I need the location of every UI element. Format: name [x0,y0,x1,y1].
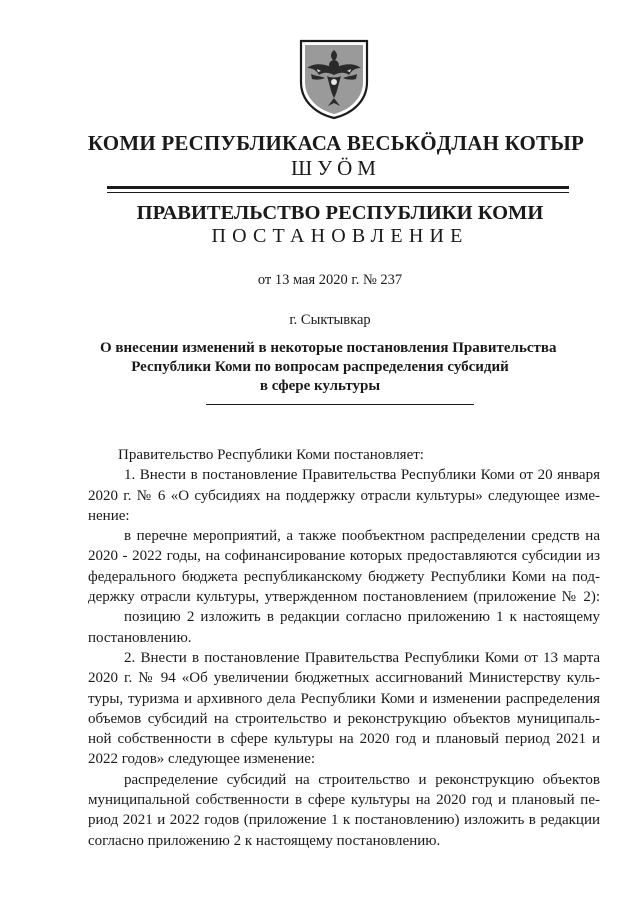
body-line: туры, туризма и архивного дела Республики Коми и изменении распределения [88,690,600,707]
resolution-subtitle: ПОСТАНОВЛЕНИЕ [211,225,469,247]
komi-coat-of-arms-emblem-icon [297,38,371,120]
body-line: 2022 годов» следующее изменение: [88,751,316,768]
body-line: в перечне мероприятий, а также пообъектном распределении средств на [124,528,600,545]
body-line: позицию 2 изложить в редакции согласно приложению 1 к настоящему [124,609,600,626]
body-line: распределение субсидий на строительство и реконструкцию объектов [124,771,600,788]
document-title-line: в сфере культуры [259,378,381,394]
document-title-line: О внесении изменений в некоторые постановления Правительства [100,340,557,356]
body-line: муниципальной собственности в сфере культуры на 2020 год и плановый пе- [88,792,600,809]
resolution-city: г. Сыктывкар [289,312,371,328]
body-line: 2020 г. № 94 «Об увеличении бюджетных ассигнований Министерству куль- [88,670,600,687]
body-line: 2020 г. № 6 «О субсидиях на поддержку отрасли культуры» следующее изме- [88,487,600,504]
body-line: федерального бюджета республиканскому бюджету Республики Коми на под- [88,568,600,585]
body-line: ной собственности в сфере культуры на 2020 год и плановый период 2021 и [88,731,600,748]
body-line: 2020 - 2022 годы, на софинансирование которых предоставляются субсидии из [88,548,600,565]
government-title: ПРАВИТЕЛЬСТВО РЕСПУБЛИКИ КОМИ [136,202,544,224]
komi-government-title: КОМИ РЕСПУБЛИКАСА ВЕСЬКÖДЛАН КОТЫР [87,131,585,155]
resolution-body [88,445,600,851]
body-line: риод 2021 и 2022 годов (приложение 1 к постановлению) изложить в редакции [88,812,600,829]
document-title-line: Республики Коми по вопросам распределения субсидий [131,359,509,375]
body-line: 2. Внести в постановление Правительства Республики Коми от 13 марта [124,649,600,666]
header-divider-thick [107,186,569,189]
body-line: постановлению. [88,629,192,646]
body-line: 1. Внести в постановление Правительства Республики Коми от 20 января [124,467,600,484]
komi-decision-subtitle: ШУÖМ [291,156,381,180]
document-title [100,339,557,396]
body-line: Правительство Республики Коми постановляет: [118,447,424,463]
body-line: согласно приложению 2 к настоящему постановлению. [88,832,441,849]
resolution-date: от 13 мая 2020 г. № 237 [257,272,403,288]
title-underline [206,404,474,405]
header-divider-thin [107,192,569,193]
body-line: нение: [88,507,130,524]
body-line: объемов субсидий на строительство и реконструкцию объектов муниципаль- [88,710,600,727]
body-line: держку отрасли культуры, утвержденном постановлением (приложение № 2): [88,589,600,606]
